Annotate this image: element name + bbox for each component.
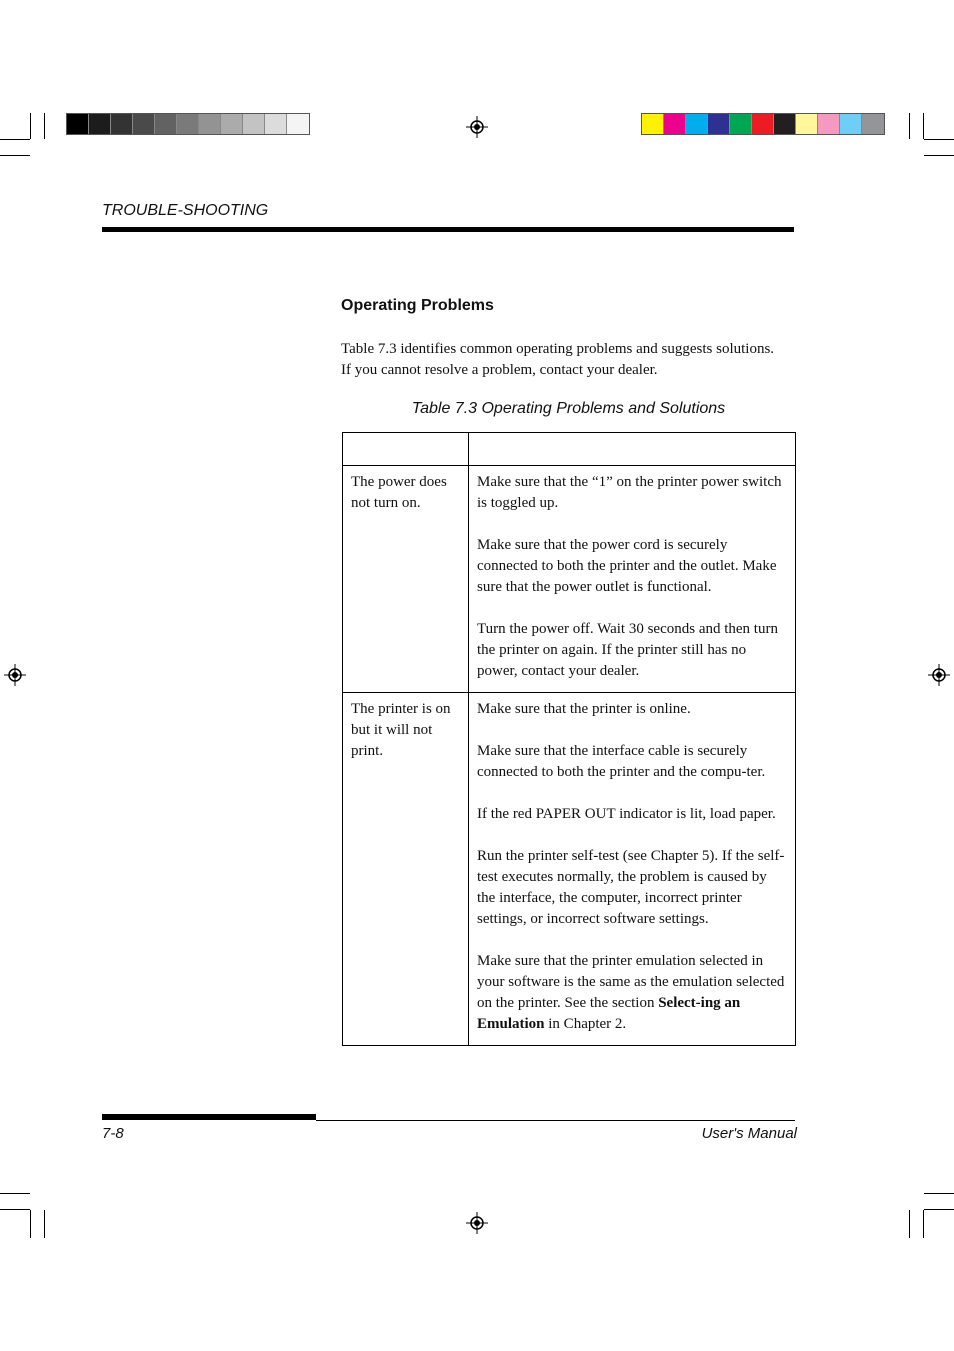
color-swatch	[818, 114, 840, 134]
problem-cell: The power does not turn on.	[343, 466, 469, 693]
color-calibration-bar	[641, 113, 885, 135]
gray-swatch	[221, 114, 243, 134]
registration-mark-icon	[928, 664, 950, 686]
color-swatch	[686, 114, 708, 134]
gray-swatch	[199, 114, 221, 134]
color-swatch	[708, 114, 730, 134]
color-swatch	[862, 114, 884, 134]
gray-calibration-bar	[66, 113, 310, 135]
registration-mark-icon	[4, 664, 26, 686]
gray-swatch	[89, 114, 111, 134]
table-header-row	[343, 433, 796, 466]
solution-item: Make sure that the power cord is securely connected to both the printer and the outlet. Make sure that the power outlet is functional.	[477, 537, 777, 595]
solution-item: Make sure that the “1” on the printer power switch is toggled up.	[477, 474, 782, 511]
table-row	[343, 693, 796, 1046]
color-swatch	[752, 114, 774, 134]
solution-cell	[469, 466, 796, 693]
color-swatch	[642, 114, 664, 134]
gray-swatch	[243, 114, 265, 134]
table-row	[343, 466, 796, 693]
solution-item: Turn the power off. Wait 30 seconds and then turn the printer on again. If the printer still has no power, contact your dealer.	[477, 621, 778, 679]
footer-rule-thick	[102, 1114, 316, 1120]
solution-text: Make sure that the printer emulation selected in your software is the same as the emulation selected on the printer. See the section	[477, 953, 785, 1011]
solution-item: Run the printer self-test (see Chapter 5). If the self-test executes normally, the problem is caused by the interface, the computer, incorrect printer settings, or incorrect software settings.	[477, 848, 785, 927]
manual-name: User's Manual	[701, 1125, 797, 1142]
solution-item	[477, 951, 787, 1035]
problem-cell: The printer is on but it will not print.	[343, 693, 469, 1046]
gray-swatch	[67, 114, 89, 134]
running-head: TROUBLE-SHOOTING	[102, 202, 269, 219]
gray-swatch	[287, 114, 309, 134]
solution-text: in Chapter 2.	[544, 1016, 627, 1032]
intro-paragraph: Table 7.3 identifies common operating problems and suggests solutions. If you cannot resolve a problem, contact your dealer.	[341, 341, 775, 378]
gray-swatch	[155, 114, 177, 134]
color-swatch	[796, 114, 818, 134]
solution-item: Make sure that the interface cable is securely connected to both the printer and the compu-ter.	[477, 743, 766, 780]
header-solution	[469, 433, 796, 466]
footer-rule-thin	[316, 1120, 795, 1121]
header-rule	[102, 227, 794, 232]
registration-mark-icon	[466, 1212, 488, 1234]
gray-swatch	[177, 114, 199, 134]
solution-item: Make sure that the printer is online.	[477, 701, 691, 717]
problems-table	[342, 432, 796, 1046]
section-title: Operating Problems	[341, 297, 494, 314]
color-swatch	[730, 114, 752, 134]
header-problem	[343, 433, 469, 466]
gray-swatch	[111, 114, 133, 134]
color-swatch	[664, 114, 686, 134]
gray-swatch	[133, 114, 155, 134]
section-reference: Select-ing an Emulation	[477, 995, 741, 1032]
table-caption: Table 7.3 Operating Problems and Solutions	[411, 400, 726, 417]
solution-cell	[469, 693, 796, 1046]
gray-swatch	[265, 114, 287, 134]
color-swatch	[774, 114, 796, 134]
color-swatch	[840, 114, 862, 134]
registration-mark-icon	[466, 116, 488, 138]
solution-item: If the red PAPER OUT indicator is lit, load paper.	[477, 806, 776, 822]
page-number: 7-8	[102, 1125, 124, 1142]
